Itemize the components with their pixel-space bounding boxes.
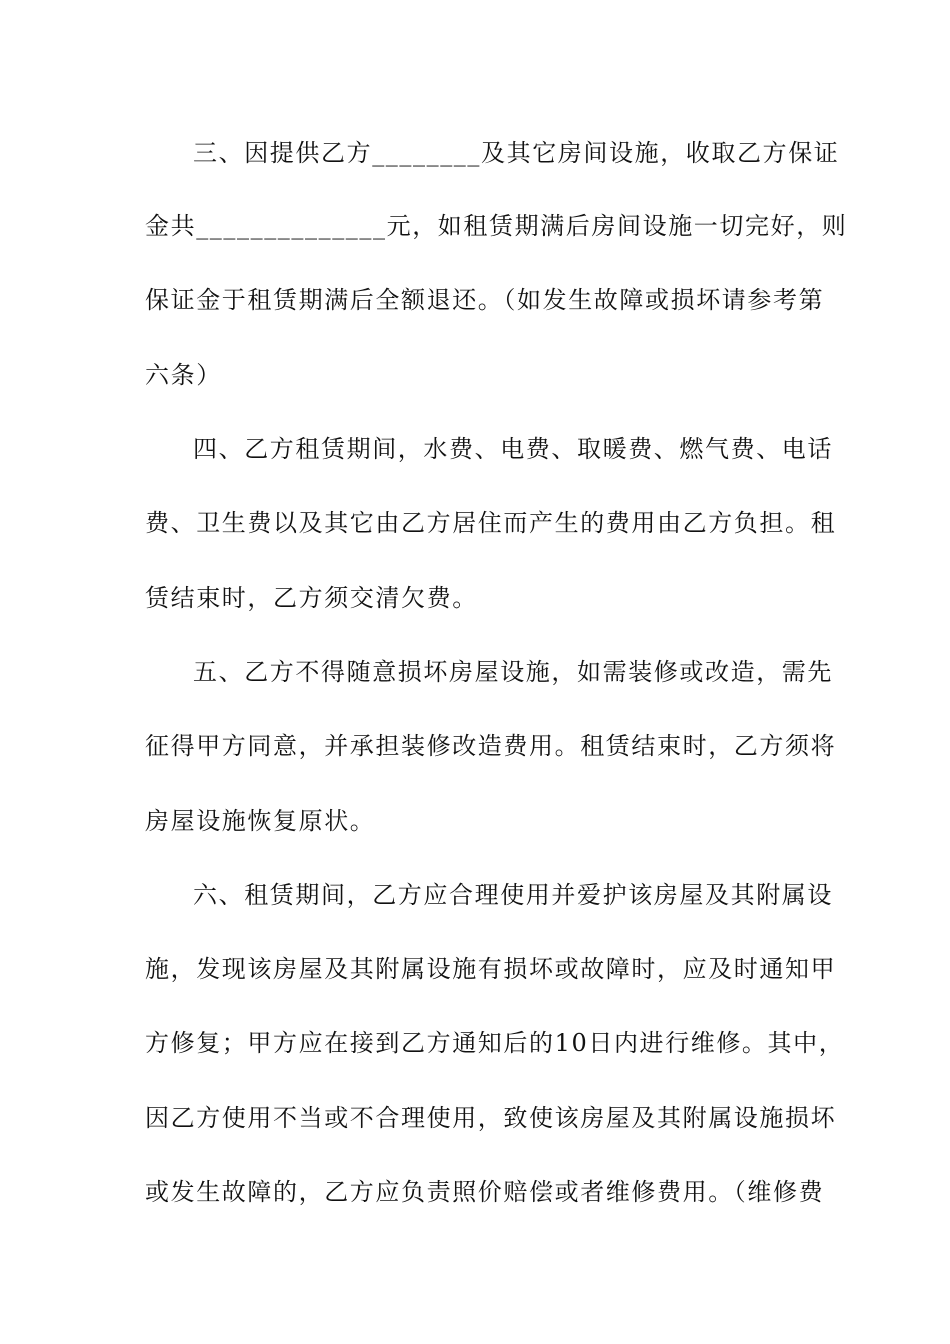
clause-5-line-2: 征得甲方同意，并承担装修改造费用。租赁结束时，乙方须将	[145, 732, 837, 760]
clause-3-line-1: 三、因提供乙方________及其它房间设施，收取乙方保证	[193, 139, 840, 167]
clause-6-line-1: 六、租赁期间，乙方应合理使用并爱护该房屋及其附属设	[193, 881, 833, 909]
clause-4-line-2: 费、卫生费以及其它由乙方居住而产生的费用由乙方负担。租	[145, 509, 837, 537]
clause-6-line-2: 施，发现该房屋及其附属设施有损坏或故障时，应及时通知甲	[145, 955, 837, 983]
clause-6-line-4: 因乙方使用不当或不合理使用，致使该房屋及其附属设施损坏	[145, 1104, 837, 1132]
clause-3-line-2: 金共______________元，如租赁期满后房间设施一切完好，则	[145, 212, 848, 240]
clause-5-line-3: 房屋设施恢复原状。	[145, 807, 376, 835]
clause-6-line-3: 方修复；甲方应在接到乙方通知后的10日内进行维修。其中，	[145, 1029, 845, 1057]
clause-4-line-1: 四、乙方租赁期间，水费、电费、取暖费、燃气费、电话	[193, 435, 833, 463]
clause-5-line-1: 五、乙方不得随意损坏房屋设施，如需装修或改造，需先	[193, 658, 833, 686]
clause-3-line-3: 保证金于租赁期满后全额退还。（如发生故障或损坏请参考第	[145, 286, 825, 314]
clause-3-line-4: 六条）	[145, 361, 222, 389]
clause-4-line-3: 赁结束时，乙方须交清欠费。	[145, 584, 478, 612]
clause-6-line-5: 或发生故障的，乙方应负责照价赔偿或者维修费用。（维修费	[145, 1178, 825, 1206]
